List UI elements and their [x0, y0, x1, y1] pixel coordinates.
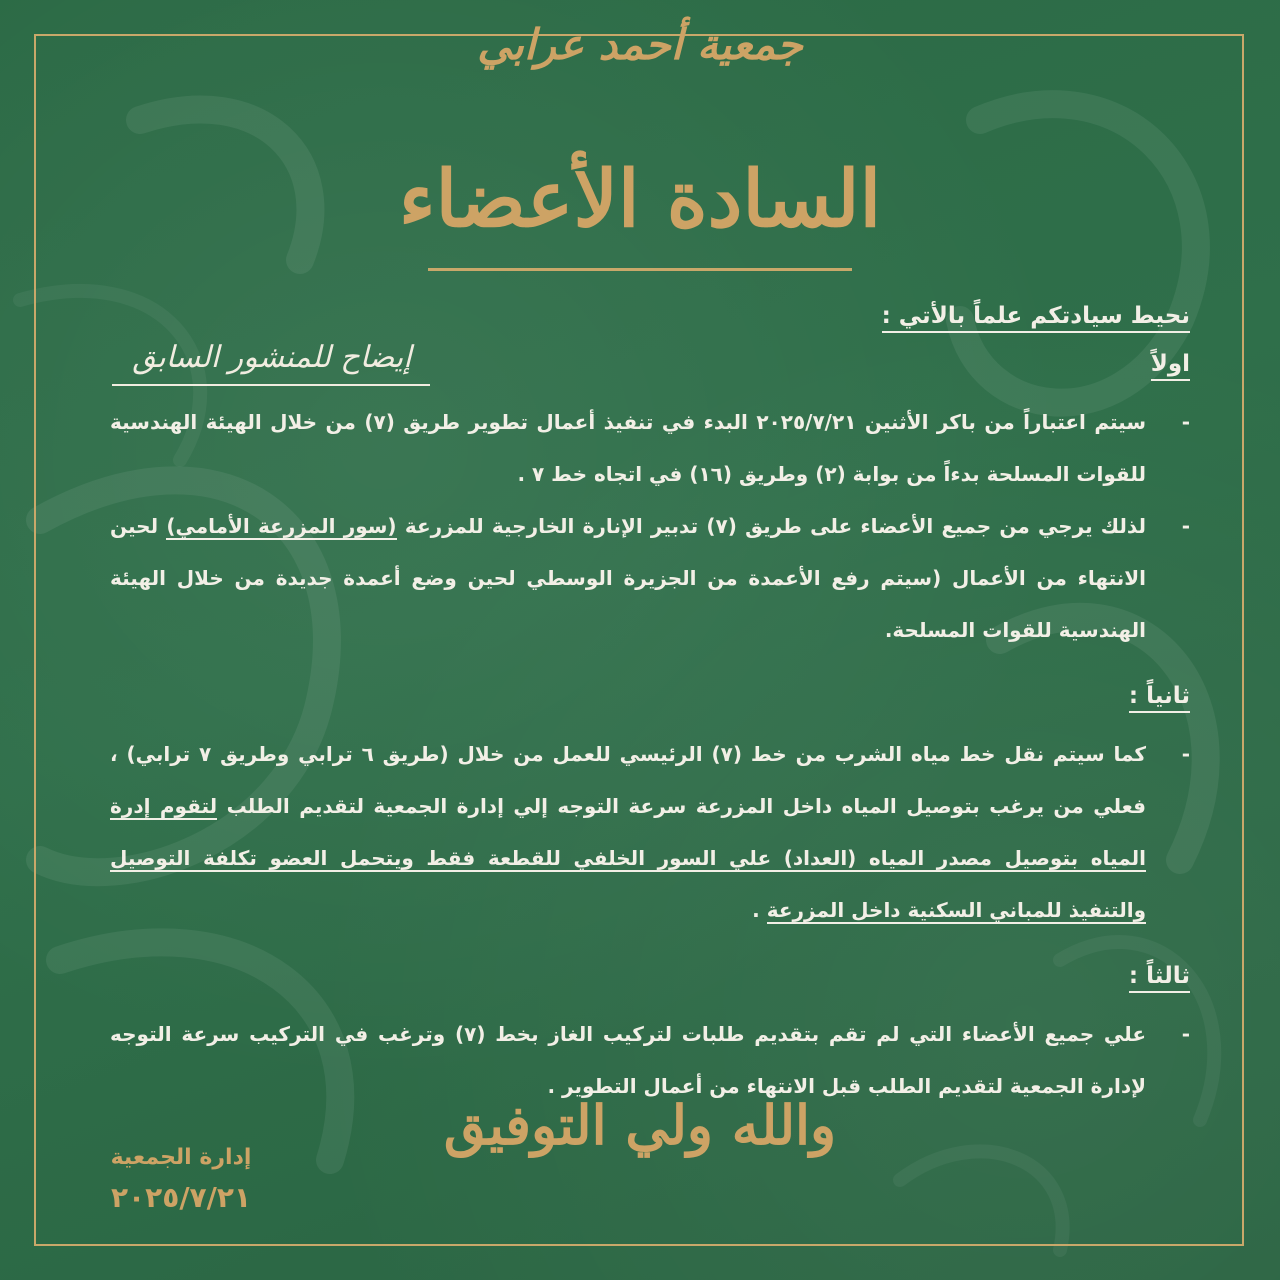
bullet-dash: -	[1181, 742, 1190, 766]
section-heading-1	[110, 346, 1190, 382]
item-text: كما سيتم نقل خط مياه الشرب من خط (٧) الرئيسي للعمل من خلال (طريق ٦ ترابي وطريق ٧ ترابي) ، فعلي من يرغب بتوصيل المياه داخل المزرعة سرعة التوجه إلي إدارة الجمعية لتقديم الطلب	[110, 742, 1147, 818]
subtitle: إيضاح للمنشور السابق	[132, 340, 412, 375]
section-heading-2	[110, 678, 1190, 714]
section-heading-3-text: ثالثاً :	[1129, 963, 1190, 993]
signoff-organization: إدارة الجمعية	[110, 1145, 252, 1170]
bullet-dash: -	[1181, 1022, 1190, 1046]
item-underlined-text: لتقوم إدرة المياه بتوصيل مصدر المياه (العداد) علي السور الخلفي للقطعة فقط ويتحمل العضو تكلفة التوصيل والتنفيذ للمباني السكنية داخل المزرعة	[110, 794, 1146, 922]
bullet-dash: -	[1181, 410, 1190, 434]
bullet-dash: -	[1181, 514, 1190, 538]
logo-text: جمعية أحمد عرابي	[477, 20, 803, 69]
section-heading-1-text: اولاً	[1151, 351, 1190, 381]
item-text-continued: لحين الانتهاء من الأعمال (سيتم رفع الأعمدة من الجزيرة الوسطي لحين وضع أعمدة جديدة من خلال الهيئة الهندسية للقوات المسلحة.	[110, 514, 1146, 642]
list-item	[110, 396, 1190, 500]
page-title: السادة الأعضاء	[398, 154, 882, 245]
list-item	[110, 500, 1190, 656]
intro-line	[110, 296, 1190, 336]
closing-phrase: والله ولي التوفيق	[443, 1093, 837, 1157]
signoff-block	[86, 1140, 276, 1220]
intro-text: نحيط سيادتكم علماً بالأتي :	[882, 303, 1190, 333]
item-text: علي جميع الأعضاء التي لم تقم بتقديم طلبات لتركيب الغاز بخط (٧) وترغب في التركيب سرعة التوجه لإدارة الجمعية لتقديم الطلب قبل الانتهاء من أعمال التطوير .	[110, 1022, 1146, 1098]
item-text: سيتم اعتباراً من باكر الأثنين ٢٠٢٥/٧/٢١ البدء في تنفيذ أعمال تطوير طريق (٧) من خلال الهيئة الهندسية للقوات المسلحة بدءاً من بوابة (٢) وطريق (١٦) في اتجاه خط ٧ .	[110, 410, 1147, 486]
item-text: لذلك يرجي من جميع الأعضاء على طريق (٧) تدبير الإنارة الخارجية للمزرعة	[404, 514, 1146, 538]
title-divider	[428, 268, 852, 271]
list-item	[110, 728, 1190, 936]
item-text-continued: .	[752, 898, 760, 922]
section-heading-3	[110, 958, 1190, 994]
notice-body	[110, 296, 1190, 1112]
section-heading-2-text: ثانياً :	[1129, 683, 1190, 713]
signoff-date: ٢٠٢٥/٧/٢١	[110, 1181, 252, 1214]
item-underlined-text: (سور المزرعة الأمامي)	[166, 514, 397, 538]
